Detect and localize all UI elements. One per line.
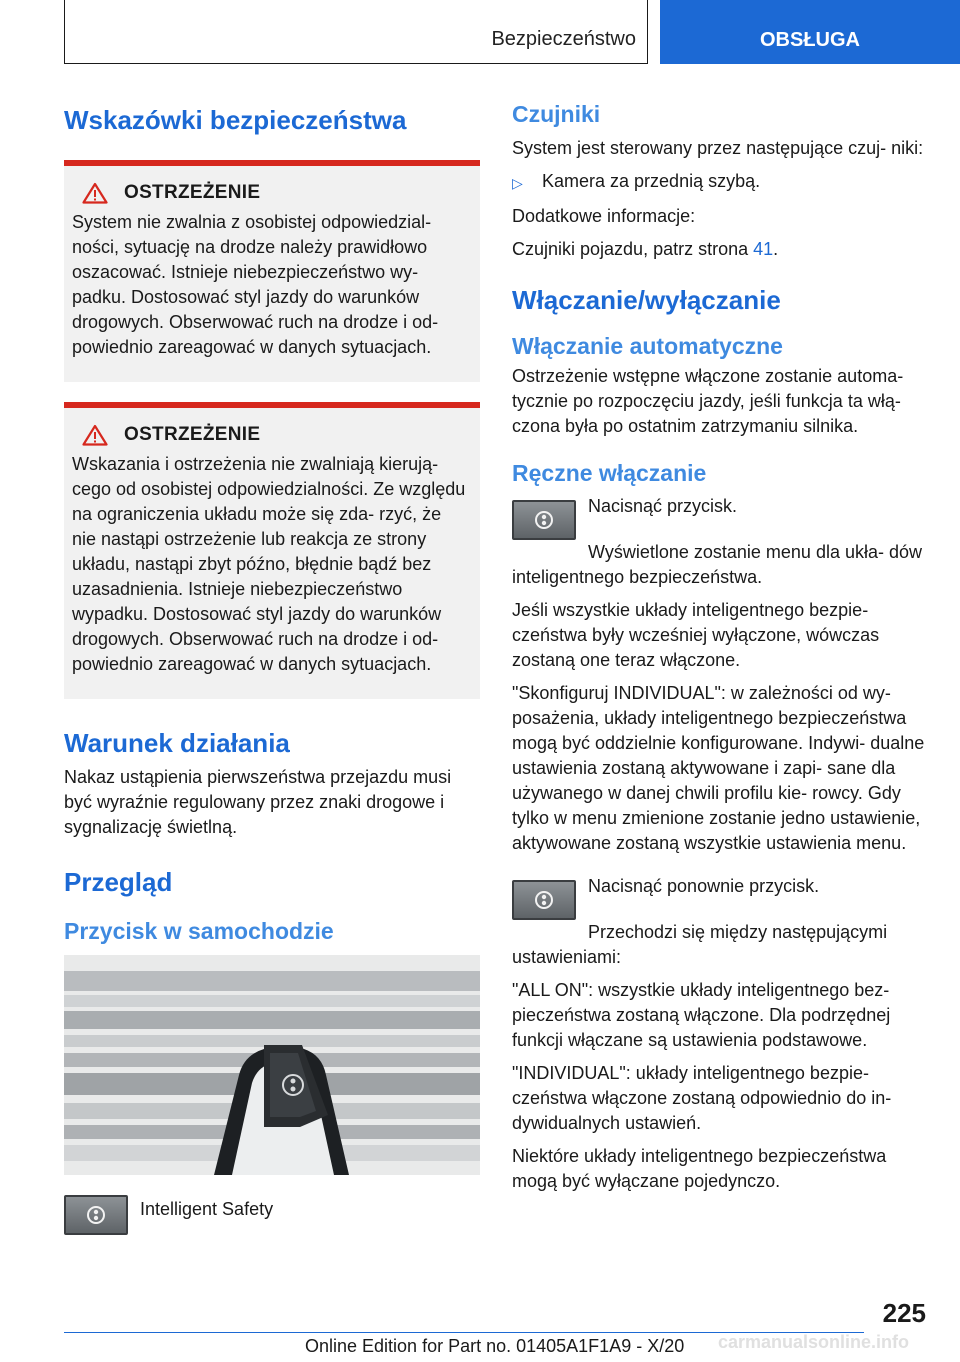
car-button-photo xyxy=(64,955,480,1175)
auto-text: Ostrzeżenie wstępne włączone zostanie automa- tycznie po rozpoczęciu jazdy, jeśli funkcja ta włą- czona była po ostatnim zatrzymaniu silnika. xyxy=(512,365,904,436)
condition-title: Warunek działania xyxy=(64,727,290,758)
bullet-triangle-icon: ▷ xyxy=(512,174,523,191)
step-result: Wyświetlone zostanie menu dla ukła- dów inteligentnego bezpieczeństwa. xyxy=(512,542,923,588)
onoff-title: Włączanie/wyłączanie xyxy=(512,284,781,315)
warning-box-2 xyxy=(64,402,480,699)
header-section-title: Bezpieczeństwo xyxy=(491,28,636,50)
manual-title: Ręczne włączanie xyxy=(512,459,707,486)
warning-label: OSTRZEŻENIE xyxy=(124,181,261,203)
warning-triangle-icon xyxy=(82,182,108,204)
condition-text: Nakaz ustąpienia pierwszeństwa przejazdu musi być wyraźnie regulowany przez znaki drogowe i sygnalizację świetlną. xyxy=(64,766,452,837)
warning-triangle-icon xyxy=(82,424,108,446)
watermark: carmanualsonline.info xyxy=(718,1332,910,1352)
warning-text: Wskazania i ostrzeżenia nie zwalniają kierują- cego od osobistej odpowiedzialności. Ze względu na ograniczenia układu może się zda- rzyć, że nie nastąpi ostrzeżenie lub reakcja ze strony układu, nastąpi zbyt późno, błędnie bądź bez uzasadnienia. Istnieje niebezpieczeństwo wypadku. Dostosować styl jazdy do warunków drogowych. Obserwować ruch na drodze i od- powiednio zareagować w danych sytuacjach. xyxy=(72,453,466,674)
left-column xyxy=(64,96,480,1235)
intelligent-safety-button-icon xyxy=(64,1195,128,1235)
step-text: Nacisnąć ponownie przycisk. xyxy=(588,876,820,897)
page-link[interactable]: 41 xyxy=(753,238,774,259)
step-text: Nacisnąć przycisk. xyxy=(588,496,738,517)
sensors-text: System jest sterowany przez następujące czuj- niki: xyxy=(512,137,924,158)
overview-title: Przegląd xyxy=(64,866,173,897)
allon-text: "ALL ON": wszystkie układy inteligentnego bez- pieczeństwa zostaną włączone. Dla podrzędnej funkcji włączane są ustawienia podstawowe. xyxy=(512,980,891,1051)
intelligent-safety-button-icon xyxy=(512,880,576,920)
step-result: Przechodzi się między następującymi ustawieniami: xyxy=(512,922,888,968)
sensors-title: Czujniki xyxy=(512,101,601,127)
individual-text: "INDIVIDUAL": układy inteligentnego bezpie- czeństwa włączone zostaną odpowiednio do in- dywidualnych ustawień. xyxy=(512,1063,892,1134)
footer-edition: Online Edition for Part no. 01405A1F1A9 - X/20 xyxy=(305,1336,685,1356)
manual-step-1 xyxy=(512,494,928,540)
safety-title: Wskazówki bezpieczeństwa xyxy=(64,105,407,135)
manual-paragraph: "Skonfiguruj INDIVIDUAL": w zależności od wy- posażenia, układy inteligentnego bezpieczeństwa mogą być oddzielnie konfigurowane. Indywi- dualne ustawienia zostaną aktywowane i zapi- sane dla używanego w danej chwili profilu kie- rowcy. Gdy tylko w menu zmienione zostanie jedno ustawienie, aktywowane zostaną wszystkie ustawienia menu. xyxy=(512,683,925,854)
list-item-text: Kamera za przednią szybą. xyxy=(542,170,761,191)
manual-step-2 xyxy=(512,874,928,920)
intelligent-safety-button-icon xyxy=(512,500,576,540)
right-column xyxy=(512,100,928,1202)
additional-label: Dodatkowe informacje: xyxy=(512,205,696,226)
sensors-reference: Czujniki pojazdu, patrz strona 41. xyxy=(512,238,779,259)
list-item xyxy=(512,169,928,196)
warning-label: OSTRZEŻENIE xyxy=(124,423,261,445)
header-tab: OBSŁUGA xyxy=(660,0,960,64)
some-text: Niektóre układy inteligentnego bezpieczeństwa mogą być wyłączane pojedynczo. xyxy=(512,1146,887,1192)
warning-box-1 xyxy=(64,160,480,382)
manual-paragraph: Jeśli wszystkie układy inteligentnego bezpie- czeństwa były wcześniej wyłączone, wówczas zostaną one teraz włączone. xyxy=(512,600,880,671)
button-title: Przycisk w samochodzie xyxy=(64,918,334,945)
page-number: 225 xyxy=(882,1298,926,1328)
legend-label: Intelligent Safety xyxy=(140,1199,274,1220)
auto-title: Włączanie automatyczne xyxy=(512,332,783,359)
warning-text: System nie zwalnia z osobistej odpowiedzial- ności, sytuację na drodze należy prawidłowo oszacować. Istnieje niebezpieczeństwo wy- padku. Dostosować styl jazdy do warunków drogowych. Obserwować ruch na drodze i od- powiednio zareagować w danych sytuacjach. xyxy=(72,211,439,357)
